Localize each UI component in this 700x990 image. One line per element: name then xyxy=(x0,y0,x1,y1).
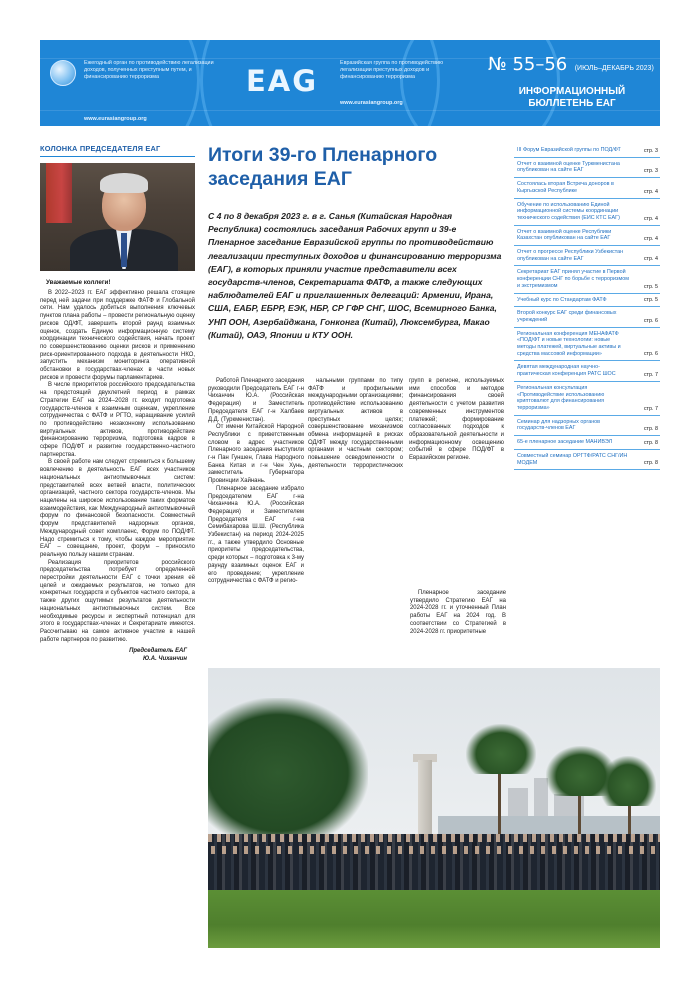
paragraph: От имени Китайской Народной Республики с приветственным словом в адрес участников Пленарного заседания выступили г-н Пан Гуншен, Глава Народного Банка Китая и г-н Чен Хунь, заместитель Губернатора Провинции Хайнань. xyxy=(208,424,304,485)
photo-lawn xyxy=(208,890,660,948)
toc-item-page: стр. 6 xyxy=(643,351,658,358)
photo-crowd xyxy=(208,834,660,894)
toc-item[interactable] xyxy=(514,178,660,198)
toc-item-title[interactable]: Отчет о взаимной оценке Туркменистана опубликован на сайте ЕАГ xyxy=(517,160,620,174)
toc-item-page: стр. 8 xyxy=(643,426,658,433)
chairman-text xyxy=(40,290,195,644)
header-description-left: Ежегодный орган по противодействию легализации доходов, полученных преступным путем, и финансированию терроризма xyxy=(84,60,214,80)
toc-item[interactable] xyxy=(514,199,660,226)
article-column-1 xyxy=(208,378,304,586)
photo-faces xyxy=(208,834,660,842)
portrait-tie xyxy=(121,233,127,267)
paragraph: Работой Пленарного заседания руководили Председатель ЕАГ г-н Чиханчин Ю.А. (Российская Федерация) и Заместитель Председателя ЕАГ г-н Халбаев Д.Д. (Туркменистан). xyxy=(208,378,304,423)
issue-date: (ИЮЛЬ–ДЕКАБРЬ 2023) xyxy=(574,65,654,72)
article-headline: Итоги 39-го Пленарного заседания ЕАГ xyxy=(208,144,438,190)
toc-item-page: стр. 5 xyxy=(643,283,658,290)
toc-item[interactable] xyxy=(514,436,660,450)
chairman-column xyxy=(40,144,195,663)
article-column-3 xyxy=(410,590,506,636)
paragraph: Пленарное заседание утвердило Стратегию ЕАГ на 2024-2028 гг. и уточненный План работы ЕАГ на 2024 год. В соответствии со Стратегией в 2024-2028 гг. приоритетные xyxy=(410,590,506,635)
toc-item-page: стр. 4 xyxy=(643,215,658,222)
signature xyxy=(40,648,195,663)
flag-shape xyxy=(46,163,72,223)
toc-item-page: стр. 5 xyxy=(643,297,658,304)
photo-palm xyxy=(466,724,536,774)
paragraph: Пленарное заседание избрало Председателем ЕАГ г-на Чиханчина Ю.А. (Российская Федерация) и Заместителем Председателя ЕАГ г-на Семибахарова Ш.Ш. (Республика Узбекистан) на период 2024-2025 гг., а также утвердило Основные приоритеты председательства, среди которых – подготовка к 3-му раунду взаимных оценок ЕАГ и его проведение; укрепление сотрудничества с ФАТФ и регио- xyxy=(208,485,304,585)
toc-item-title[interactable]: Семинар для надзорных органов государств-членов ЕАГ xyxy=(517,418,601,432)
toc-item-page: стр. 4 xyxy=(643,236,658,243)
toc-item[interactable] xyxy=(514,450,660,470)
toc-item-title[interactable]: Региональная конференция МЕНАФАТФ «ПОД/ФТ и новые технологии: новые методы платежей, виртуальные активы и средства массовой информации» xyxy=(517,330,621,357)
signature-role: Председатель ЕАГ xyxy=(129,648,187,655)
toc-item[interactable] xyxy=(514,266,660,293)
toc-item[interactable] xyxy=(514,246,660,266)
header-description-right: Евразийская группа по противодействию легализации преступных доходов и финансированию терроризма xyxy=(340,60,444,80)
toc-item-title[interactable]: Секретариат ЕАГ принял участие в Первой конференции СНГ по борьбе с терроризмом и экстремизмом xyxy=(517,269,629,289)
decorative-ring xyxy=(400,40,560,126)
paragraph: нальными группами по типу ФАТФ и профильными международными организациями; противодействие использованию виртуальных активов в преступных целях; совершенствование механизмов обмена информацией в рисках ОД/ФТ между государственными органами и частным сектором; повышение осведомленности о деятельности террористических групп в регионе, используемых ими способов и методов финансирования своей деятельности с учетом развития современных инструментов платежей; формирование согласованных подходов к образовательной деятельности и информационному освещению событий в сфере ПОД/ФТ в Евразийском регионе. xyxy=(308,378,504,469)
greeting: Уважаемые коллеги! xyxy=(46,279,111,286)
toc-item[interactable] xyxy=(514,416,660,436)
toc-item[interactable] xyxy=(514,382,660,416)
table-of-contents xyxy=(514,144,660,470)
toc-item-title[interactable]: Второй конкурс ЕАГ среди финансовых учреждений xyxy=(517,310,617,323)
toc-item-page: стр. 6 xyxy=(643,317,658,324)
header-website-left[interactable]: www.eurasiangroup.org xyxy=(84,116,147,122)
bulletin-title: ИНФОРМАЦИОННЫЙ БЮЛЛЕТЕНЬ ЕАГ xyxy=(518,86,626,109)
header-website-right[interactable]: www.eurasiangroup.org xyxy=(340,100,403,106)
eag-logo: EAG xyxy=(246,64,319,98)
plenary-group-photo xyxy=(208,668,660,948)
header-banner xyxy=(40,40,660,126)
toc-item-title[interactable]: Отчет о прогрессе Республики Узбекистан опубликован на сайте ЕАГ xyxy=(517,249,624,262)
toc-item[interactable] xyxy=(514,361,660,381)
toc-item-title[interactable]: Совместный семинар ОРГТФ/РАТС СНГ/ИН МОДЕМ xyxy=(517,452,628,466)
paragraph: В 2022–2023 гг. ЕАГ эффективно решала стоящие перед ней задачи при поддержке ФАТФ и Глобальной сети. Нам удалось добиться выполнения ключевых пунктов плана работы – провести региональную оценку рисков ОД/ФТ, завершить второй раунд взаимных оценок, создать Единую информационную систему координации технического содействия, начать проект по совершенствованию оценки рисков и применению риск-ориентированного подхода в деятельности НКО, запустить механизм мониторинга оперативной обстановки в государствах-членах в части новых рисков и провести форумы парламентариев. xyxy=(40,290,195,381)
toc-item-page: стр. 3 xyxy=(643,147,658,154)
toc-item-page: стр. 4 xyxy=(643,256,658,263)
chairman-column-heading: КОЛОНКА ПРЕДСЕДАТЕЛЯ ЕАГ xyxy=(40,144,195,157)
signature-name: Ю.А. Чиханчин xyxy=(142,655,187,662)
article-column-2 xyxy=(308,378,504,470)
toc-item-title[interactable]: Отчет о взаимной оценке Республики Казахстан опубликован на сайте ЕАГ xyxy=(517,228,612,242)
toc-item-page: стр. 3 xyxy=(643,168,658,175)
toc-item-title[interactable]: Учебный курс по Стандартам ФАТФ xyxy=(517,296,607,303)
issue-number: № 55–56 xyxy=(488,54,568,75)
toc-item[interactable] xyxy=(514,144,660,158)
toc-item[interactable] xyxy=(514,158,660,178)
toc-item[interactable] xyxy=(514,307,660,327)
toc-item-page: стр. 7 xyxy=(643,371,658,378)
toc-item-page: стр. 8 xyxy=(643,460,658,467)
photo-monument xyxy=(418,760,432,844)
toc-item[interactable] xyxy=(514,294,660,308)
toc-item-title[interactable]: III Форум Евразийской группы по ПОД/ФТ xyxy=(517,147,621,153)
toc-item-title[interactable]: Региональная консультация «Противодействие использованию криптовалют для финансирования терроризма» xyxy=(517,384,605,411)
paragraph: В своей работе нам следует стремиться к большему вовлечению в деятельность ЕАГ всех участников национальных антиотмывочных систем: представителей всех ветвей власти, политических организаций, частного сектора государств-членов. Мы нацелены на широкое использование таких форматов взаимодействия, как Международный антиотмывочный форум по финансовой безопасности. Совместный форум представителей надзорных органов, Международный совет комплаенс, Форум по ПОД/ФТ. Надо стремиться к тому, чтобы каждое мероприятие ЕАГ – совещание, проект, форум – приносило реальную пользу нашим странам. xyxy=(40,459,195,558)
toc-item-page: стр. 8 xyxy=(643,439,658,446)
paragraph: В числе приоритетов российского председательства на предстоящий двухлетний период в рамках Стратегии ЕАГ на 2024–2028 гг. входит подготовка государств-членов к взаимным оценкам, укрепление сотрудничества с ФАТФ и РГТО, наращивание усилий по противодействию незаконному использованию виртуальных активов, противодействие финансированию терроризма, подготовка кадров в сфере ПОД/ФТ и развитие государственно-частного партнерства. xyxy=(40,382,195,458)
portrait-hair xyxy=(100,173,148,193)
toc-item-title[interactable]: Обучение по использованию Единой информационной системы координации технического содействия (ЕИС КТС ЕАГ) xyxy=(517,201,620,221)
toc-item-page: стр. 4 xyxy=(643,188,658,195)
toc-item-title[interactable]: 65-е пленарное заседание МАНИВЭЛ xyxy=(517,439,613,446)
photo-tree xyxy=(208,698,368,848)
photo-faces xyxy=(208,846,660,854)
article-lead: С 4 по 8 декабря 2023 г. в г. Санья (Китайская Народная Республика) состоялись заседания Рабочих групп и 39-е Пленарное заседание Евразийской группы по противодействию легализации преступных доходов и финансированию терроризма (ЕАГ), в которых приняли участие представители всех государств-членов, Секретариата ФАТФ, а также следующих наблюдателей ЕАГ и приглашенных делегаций: Армении, Ирана, США, ЕАБР, ЕБРР, ЕЭК, НБР, СР ГФР СНГ, ШОС, Всемирного Банка, УНП ООН, Азербайджана, Гонконга (Китай), Люксембурга, Макао (Китай), ОАЭ, Японии и КТУ ООН. xyxy=(208,211,502,340)
toc-item[interactable] xyxy=(514,226,660,246)
globe-icon xyxy=(50,60,76,86)
toc-item[interactable] xyxy=(514,328,660,362)
toc-item-title[interactable]: Состоялась вторая Встреча доноров в Кыргызской Республике xyxy=(517,181,614,194)
toc-item-title[interactable]: Девятая международная научно-практическая конференция РАТС ШОС xyxy=(517,364,616,378)
photo-palm xyxy=(600,756,656,806)
toc-item-page: стр. 7 xyxy=(643,405,658,412)
chairman-portrait xyxy=(40,163,195,271)
paragraph: Реализация приоритетов российского председательства потребует определенной перестройки деятельности ЕАГ с точки зрения её целей и ожидаемых результатов, не только для конкретных государств и субъектов частного сектора, а также других ощутимых результатов деятельности национальных антиотмывочных систем. Все необходимые ресурсы и экспертный потенциал для этого в государствах-членах и Секретариате имеются. Рассчитываю на самое активное участие в нашей работе партнеров по развитию. xyxy=(40,559,195,643)
decorative-stripe xyxy=(40,110,660,111)
issue-info xyxy=(488,54,654,75)
